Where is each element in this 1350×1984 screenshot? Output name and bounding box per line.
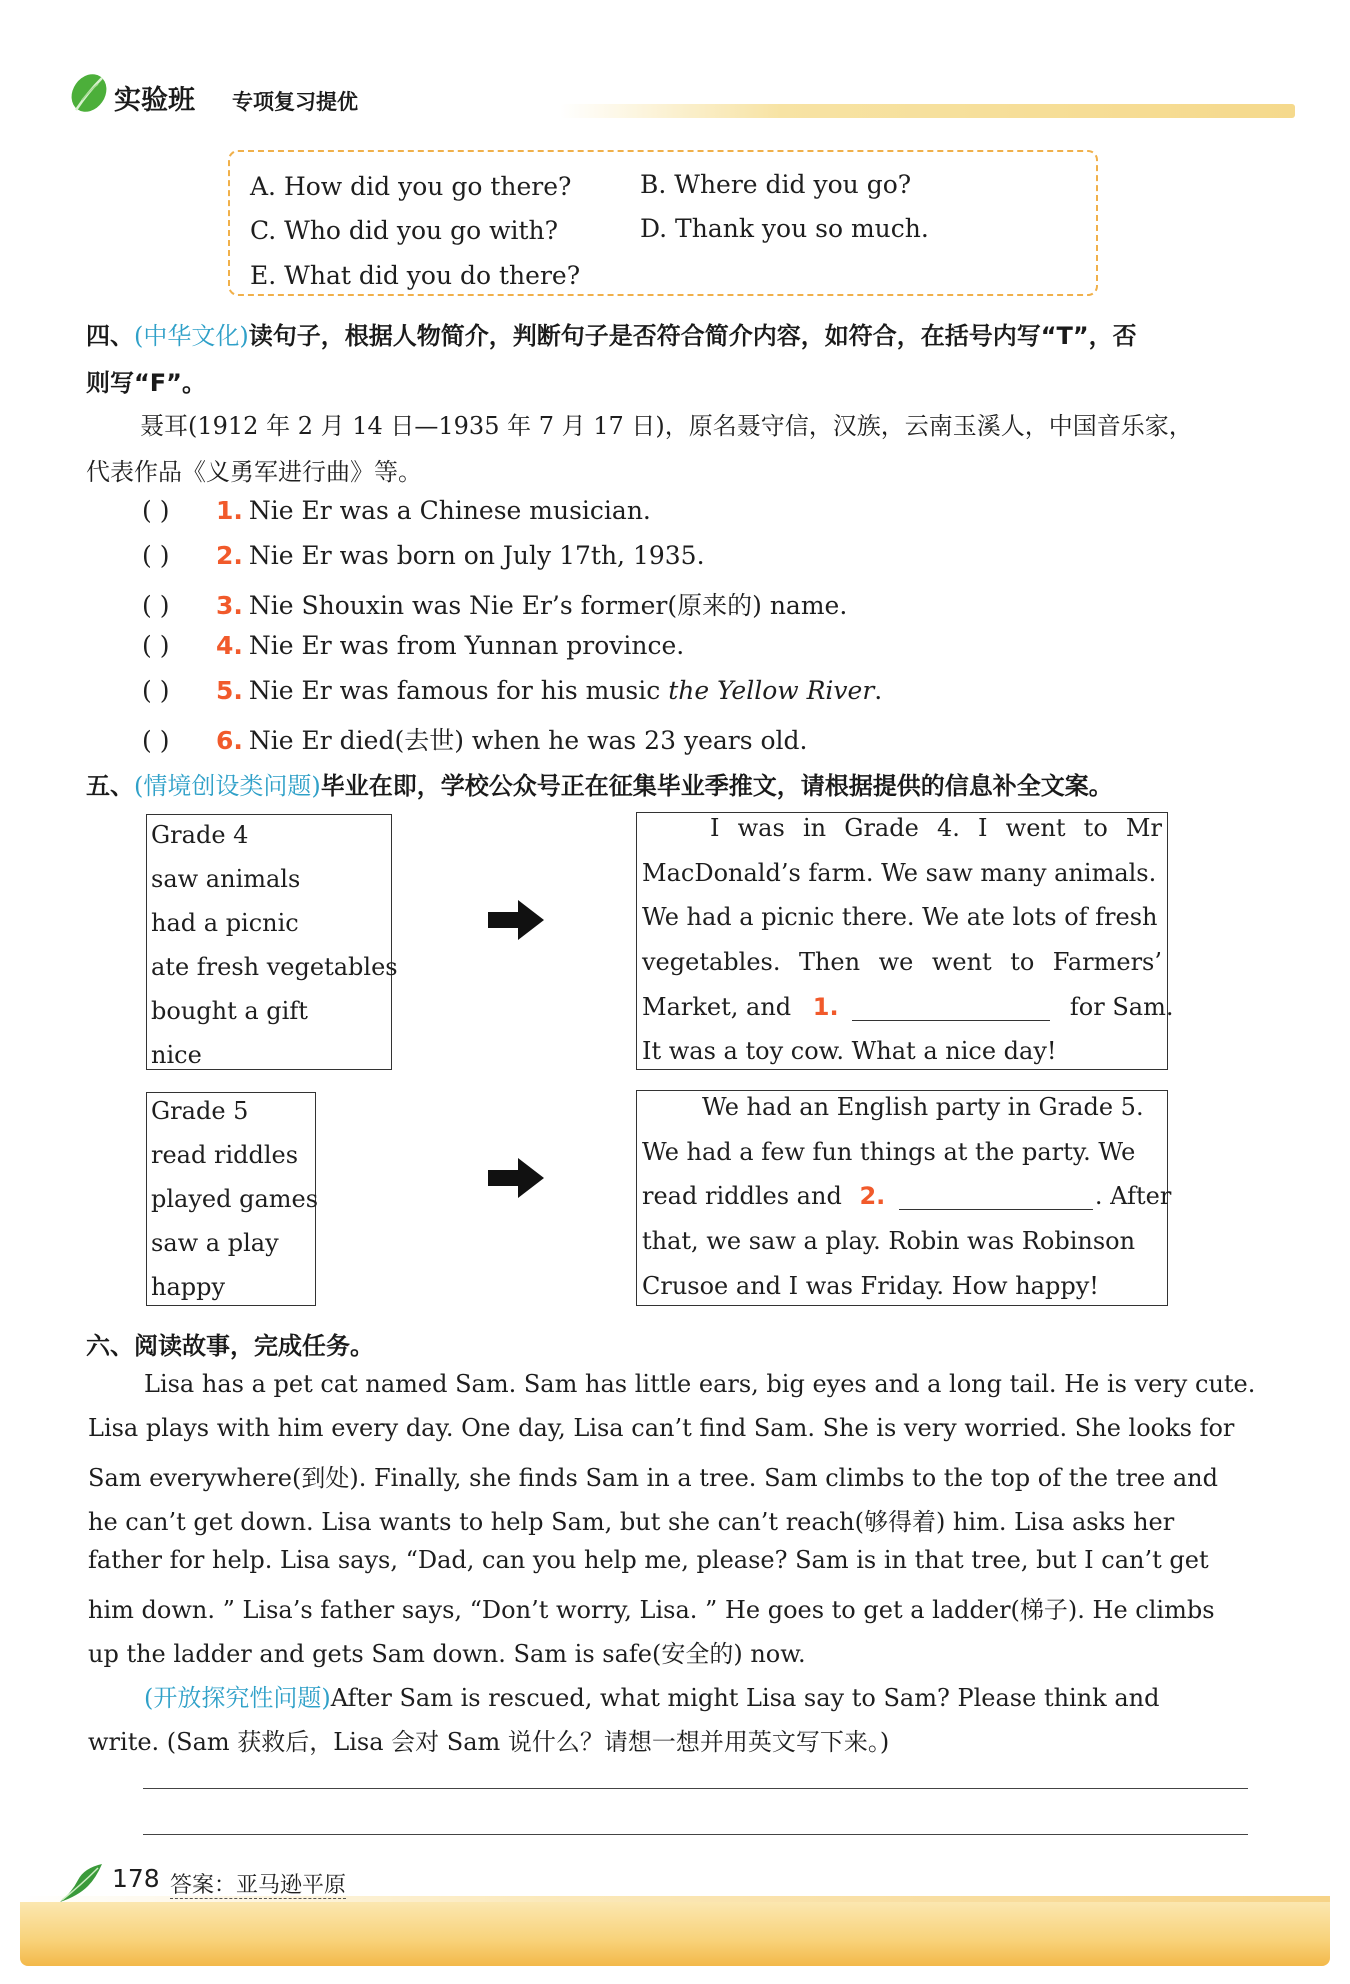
text1-line5b: for Sam.	[1069, 993, 1174, 1021]
text1-line5	[642, 993, 1173, 1021]
story-line: father for help. Lisa says, “Dad, can you help me, please? Sam is in that tree, but I can’t get	[88, 1546, 1209, 1574]
item-number: 1.	[216, 496, 243, 525]
section5-title-text: 毕业在即，学校公众号正在征集毕业季推文，请根据提供的信息补全文案。	[320, 772, 1113, 800]
word: I	[710, 814, 720, 842]
section4-title	[86, 316, 1137, 351]
task-text: After Sam is rescued, what might Lisa say to Sam? Please think and	[330, 1684, 1160, 1712]
answer-paren[interactable]: ( )	[142, 541, 170, 570]
section5-num: 五、	[86, 772, 134, 800]
info-line: saw animals	[151, 865, 301, 893]
arrow-right-icon	[486, 1154, 546, 1202]
word: to	[1083, 814, 1108, 842]
word: I	[978, 814, 988, 842]
blank-number-1: 1.	[812, 993, 839, 1021]
text2-line2: We had a few fun things at the party. We	[642, 1138, 1136, 1166]
section5-title	[86, 766, 1113, 801]
leaf-decoration-icon	[58, 1862, 106, 1904]
answer-text: 答案：亚马逊平原	[170, 1873, 347, 1898]
answer-blank-2[interactable]	[899, 1187, 1093, 1210]
story-line: Sam everywhere(到处). Finally, she finds Sam in a tree. Sam climbs to the top of the tree and	[88, 1464, 1218, 1492]
text1-line3: We had a picnic there. We ate lots of fresh	[642, 903, 1158, 931]
answer-paren[interactable]: ( )	[142, 631, 170, 660]
answer-paren[interactable]: ( )	[142, 496, 170, 525]
section6-tag: (开放探究性问题)	[144, 1684, 331, 1712]
text1-line5a: Market, and	[642, 993, 792, 1021]
info-line: saw a play	[151, 1229, 279, 1257]
text2-line3	[642, 1182, 1171, 1210]
word: Mr	[1125, 814, 1162, 842]
section4-title-line2: 则写“F”。	[86, 369, 206, 397]
tf-item-2	[142, 541, 705, 570]
answer-paren[interactable]: ( )	[142, 676, 170, 705]
text-box-grade4	[636, 812, 1168, 1070]
text1-line4	[642, 948, 1162, 976]
tf-item-5	[142, 676, 882, 705]
info-box-grade4	[146, 814, 398, 1070]
text1-line2: MacDonald’s farm. We saw many animals.	[642, 859, 1157, 887]
word: we	[878, 948, 914, 976]
story-line: Lisa has a pet cat named Sam. Sam has little ears, big eyes and a long tail. He is very cute.	[144, 1370, 1256, 1398]
option-b: B. Where did you go?	[640, 170, 912, 199]
answer-blank-1[interactable]	[852, 998, 1050, 1021]
bio-line2: 代表作品《义勇军进行曲》等。	[86, 458, 422, 486]
story-line: up the ladder and gets Sam down. Sam is safe(安全的) now.	[88, 1640, 806, 1668]
info-box-grade5	[146, 1092, 319, 1306]
header-band	[560, 104, 1295, 118]
item-text: Nie Er was from Yunnan province.	[248, 631, 685, 660]
item-text: Nie Er was a Chinese musician.	[248, 496, 651, 525]
item-number: 4.	[216, 631, 243, 660]
text1-line1	[710, 814, 1162, 842]
story-line: he can’t get down. Lisa wants to help Sam, but she can’t reach(够得着) him. Lisa asks her	[88, 1508, 1175, 1536]
song-title: the Yellow River	[668, 676, 875, 705]
footer-band	[20, 1902, 1330, 1966]
tf-item-1	[142, 496, 651, 525]
answer-paren[interactable]: ( )	[142, 591, 170, 620]
info-line: happy	[151, 1273, 226, 1301]
info-line: nice	[151, 1041, 202, 1069]
story-line: him down. ” Lisa’s father says, “Don’t worry, Lisa. ” He goes to get a ladder(梯子). He climbs	[88, 1596, 1215, 1624]
word: Grade	[844, 814, 919, 842]
info-line: played games	[151, 1185, 319, 1213]
tf-item-3	[142, 586, 847, 622]
item-text: Nie Er died(去世) when he was 23 years old.	[248, 726, 808, 755]
task-line1	[144, 1678, 1304, 1713]
section6-title: 六、阅读故事，完成任务。	[86, 1332, 374, 1360]
option-c: C. Who did you go with?	[250, 216, 559, 245]
item-end: .	[874, 676, 883, 705]
tf-item-6	[142, 721, 808, 757]
writing-line-2[interactable]	[143, 1834, 1248, 1835]
arrow-right-icon	[486, 896, 546, 944]
item-text: Nie Shouxin was Nie Er’s former(原来的) name.	[248, 591, 848, 620]
word: Farmers’	[1052, 948, 1162, 976]
section4-title-line1: 读句子，根据人物简介，判断句子是否符合简介内容，如符合，在括号内写“T”，否	[248, 322, 1137, 350]
answer-paren[interactable]: ( )	[142, 726, 170, 755]
writing-line-1[interactable]	[143, 1788, 1248, 1789]
info-line: read riddles	[151, 1141, 299, 1169]
text1-line6: It was a toy cow. What a nice day!	[642, 1037, 1057, 1065]
word: went	[1005, 814, 1066, 842]
item-number: 5.	[216, 676, 243, 705]
footer-answer	[170, 1868, 346, 1899]
leaf-logo-icon	[68, 70, 110, 116]
task-line2: write. (Sam 获救后，Lisa 会对 Sam 说什么？请想一想并用英文写下来。)	[88, 1728, 890, 1756]
word: was	[737, 814, 785, 842]
word: in	[802, 814, 827, 842]
item-number: 6.	[216, 726, 243, 755]
story-line: Lisa plays with him every day. One day, Lisa can’t find Sam. She is very worried. She looks for	[88, 1414, 1235, 1442]
info-line: Grade 4	[151, 821, 249, 849]
section4-tag: (中华文化)	[134, 322, 249, 350]
info-line: ate fresh vegetables	[151, 953, 398, 981]
header-subtitle: 专项复习提优	[232, 90, 358, 114]
blank-number-2: 2.	[859, 1182, 886, 1210]
word: to	[1010, 948, 1035, 976]
text2-line3b: . After	[1094, 1182, 1172, 1210]
item-text: Nie Er was born on July 17th, 1935.	[248, 541, 705, 570]
item-text: Nie Er was famous for his music	[248, 676, 669, 705]
item-number: 3.	[216, 591, 243, 620]
option-d: D. Thank you so much.	[640, 214, 929, 243]
section4-num: 四、	[86, 322, 134, 350]
section5-tag: (情境创设类问题)	[134, 772, 321, 800]
option-e: E. What did you do there?	[250, 261, 581, 290]
item-number: 2.	[216, 541, 243, 570]
brand-title: 实验班	[114, 85, 195, 116]
page-number: 178	[112, 1864, 160, 1893]
info-line: bought a gift	[151, 997, 308, 1025]
text2-line3a: read riddles and	[642, 1182, 842, 1210]
text2-line5: Crusoe and I was Friday. How happy!	[642, 1272, 1099, 1300]
info-line: had a picnic	[151, 909, 299, 937]
option-a: A. How did you go there?	[250, 172, 572, 201]
text2-line1: We had an English party in Grade 5.	[702, 1093, 1144, 1121]
word: vegetables.	[642, 948, 781, 976]
text2-line4: that, we saw a play. Robin was Robinson	[642, 1227, 1136, 1255]
word: 4.	[936, 814, 960, 842]
bio-line1: 聂耳(1912 年 2 月 14 日—1935 年 7 月 17 日)，原名聂守信，汉族，云南玉溪人，中国音乐家，	[140, 412, 1193, 440]
word: Then	[798, 948, 861, 976]
word: went	[931, 948, 992, 976]
info-line: Grade 5	[151, 1097, 249, 1125]
tf-item-4	[142, 631, 684, 660]
